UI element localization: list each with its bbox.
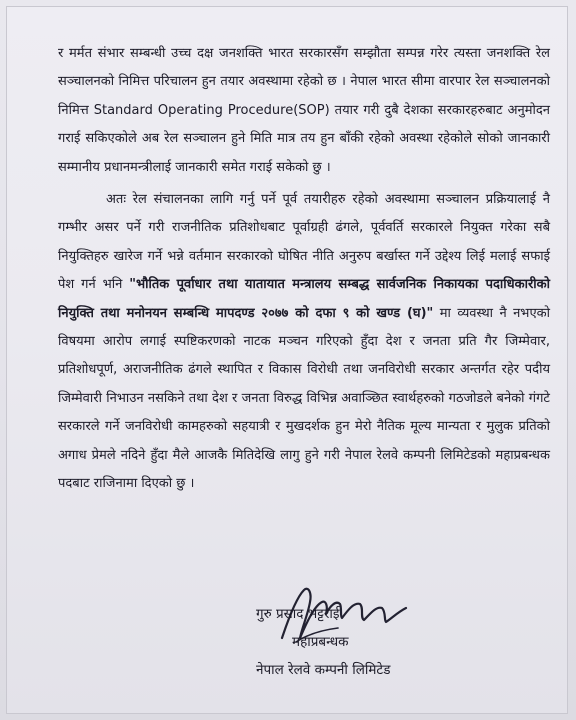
paragraph-2-intro: अतः रेल संचालनका लागि गर्नु पर्ने पूर्व तयारीहरु रहेको अवस्थामा सञ्चालन प्रक्रियालाई नै गम्भीर असर पर्ने गरी राजनीतिक प्रतिशोधबाट पूर्वाग्रही ढंगले, पूर्ववर्ति सरकारले नियुक्त गरेका सबै नियुक्तिहरु खारेज गर्ने भन्ने वर्तमान सरकारको घोषित नीति अनुरुप बर्खास्त गर्ने उद्देश्य लिई मलाई सफाई पेश गर्न भनि (58, 192, 550, 293)
signatory-title: महाप्रबन्धक (292, 634, 349, 650)
paragraph-1: र मर्मत संभार सम्बन्धी उच्च दक्ष जनशक्ति भारत सरकारसँग सम्झौता सम्पन्न गरेर त्यस्ता जनशक्ति रेल सञ्चालनको निमित्त परिचालन हुन तयार अवस्थामा रहेको छ । नेपाल भारत सीमा वारपार रेल सञ्चालनको निमित्त Standard Operating Procedure(SOP) तयार गरी दुबै देशका सरकारहरुबाट अनुमोदन गराई सकिएकोले अब रेल सञ्चालन हुने मिति मात्र तय हुन बाँकी रहेको अवस्था रहेकोले सोको जानकारी सम्मानीय प्रधानमन्त्रीलाई जानकारी समेत गराई सकेको छु । (58, 46, 550, 175)
signatory-name: गुरु प्रसाद भट्टराई (256, 606, 340, 622)
signature-block (256, 600, 516, 684)
regulation-reference: "भौतिक पूर्वाधार तथा यातायात मन्त्रालय सम्बद्ध सार्वजनिक निकायका पदाधिकारीको नियुक्ति तथा मनोनयन सम्बन्धि मापदण्ड २०७७ को दफा ९ को खण्ड (घ)" (58, 277, 551, 321)
signatory-organization: नेपाल रेलवे कम्पनी लिमिटेड (256, 662, 391, 678)
letter-body (58, 40, 550, 499)
paragraph-2 (58, 186, 550, 498)
paragraph-2-rest: मा व्यवस्था नै नभएको विषयमा आरोप लगाई स्पष्टिकरणको नाटक मञ्चन गरिएको हुँदा देश र जनता प्रति गैर जिम्मेवार, प्रतिशोधपूर्ण, अराजनीतिक ढंगले स्थापित र विकास विरोधी तथा जनविरोधी सरकार अन्तर्गत रहेर पदीय जिम्मेवारी निभाउन नसकिने तथा देश र जनता विरुद्ध विभिन्न अवाञ्छित स्वार्थहरुको गठजोडले बनेको गंगटे सरकारले गर्ने जनविरोधी कामहरुको सहयात्री र मुखदर्शक हुन मेरो नैतिक मूल्य मान्यता र मुलुक प्रतिको अगाध प्रेमले नदिने हुँदा मैले आजकै मितिदेखि लागु हुने गरी नेपाल रेलवे कम्पनी लिमिटेडको महाप्रबन्धक पदबाट राजिनामा दिएको छु । (58, 305, 550, 492)
